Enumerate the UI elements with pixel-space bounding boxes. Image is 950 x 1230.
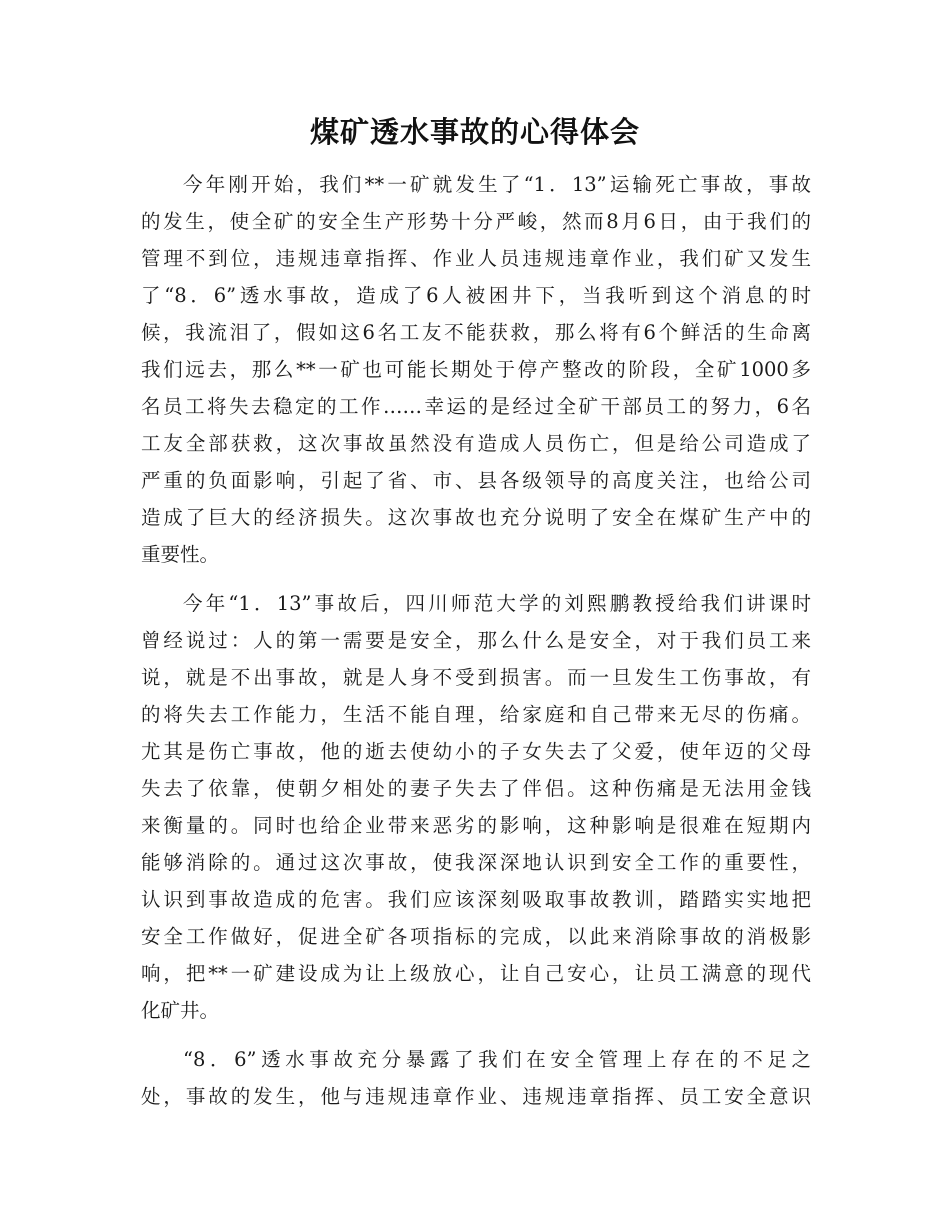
text-line: 响，把**一矿建设成为让上级放心，让自己安心，让员工满意的现代: [141, 962, 811, 985]
text-line: 化矿井。: [141, 999, 220, 1022]
text-line: 我们远去，那么**一矿也可能长期处于停产整改的阶段，全矿1000多: [141, 358, 811, 381]
text-line: 认识到事故造成的危害。我们应该深刻吸取事故教训，踏踏实实地把: [141, 888, 811, 911]
paragraph-3: [141, 1041, 811, 1115]
paragraph-2: [141, 585, 811, 1029]
text-line: 尤其是伤亡事故，他的逝去使幼小的子女失去了父爱，使年迈的父母: [141, 740, 811, 763]
paragraph-1: [141, 166, 811, 573]
text-line: 名员工将失去稳定的工作……幸运的是经过全矿干部员工的努力，6名: [141, 395, 811, 418]
text-line: 能够消除的。通过这次事故，使我深深地认识到安全工作的重要性，: [141, 851, 811, 874]
text-line: 的发生，使全矿的安全生产形势十分严峻，然而8月6日，由于我们的: [141, 210, 811, 233]
text-line: 曾经说过：人的第一需要是安全，那么什么是安全，对于我们员工来: [141, 629, 811, 652]
text-line: 来衡量的。同时也给企业带来恶劣的影响，这种影响是很难在短期内: [141, 814, 811, 837]
text-line: 重要性。: [141, 543, 220, 566]
text-line: 的将失去工作能力，生活不能自理，给家庭和自己带来无尽的伤痛。: [141, 703, 811, 726]
text-line: 了“8．6”透水事故，造成了6人被困井下，当我听到这个消息的时: [141, 284, 811, 307]
document-body: [141, 166, 811, 1127]
text-line: 造成了巨大的经济损失。这次事故也充分说明了安全在煤矿生产中的: [141, 506, 811, 529]
text-line: 安全工作做好，促进全矿各项指标的完成，以此来消除事故的消极影: [141, 925, 811, 948]
text-line: 候，我流泪了，假如这6名工友不能获救，那么将有6个鲜活的生命离: [141, 321, 811, 344]
text-line: 处，事故的发生，他与违规违章作业、违规违章指挥、员工安全意识: [141, 1085, 811, 1108]
text-line: 严重的负面影响，引起了省、市、县各级领导的高度关注，也给公司: [141, 469, 811, 492]
text-line: 管理不到位，违规违章指挥、作业人员违规违章作业，我们矿又发生: [141, 247, 811, 270]
text-line: 失去了依靠，使朝夕相处的妻子失去了伴侣。这种伤痛是无法用金钱: [141, 777, 811, 800]
text-line: 说，就是不出事故，就是人身不受到损害。而一旦发生工伤事故，有: [141, 666, 811, 689]
text-line: “8．6”透水事故充分暴露了我们在安全管理上存在的不足之: [183, 1048, 811, 1071]
document-title: 煤矿透水事故的心得体会: [309, 115, 640, 149]
text-line: 今年“1．13”事故后，四川师范大学的刘熙鹏教授给我们讲课时: [183, 592, 811, 615]
text-line: 工友全部获救，这次事故虽然没有造成人员伤亡，但是给公司造成了: [141, 432, 811, 455]
text-line: 今年刚开始，我们**一矿就发生了“1．13”运输死亡事故，事故: [183, 173, 811, 196]
